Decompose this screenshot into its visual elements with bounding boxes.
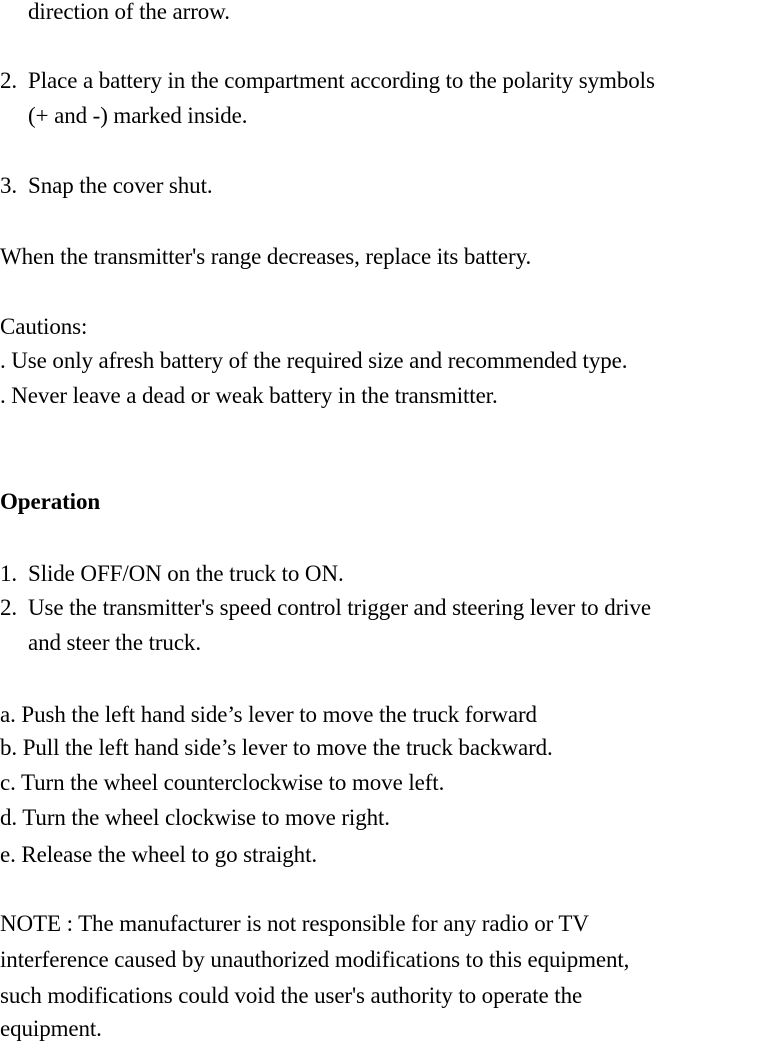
battery-step2-number: 2. [0, 68, 18, 93]
operation-sub-c: c. Turn the wheel counterclockwise to move left. [0, 770, 445, 795]
caution-item-1: . Use only afresh battery of the required size and recommended type. [0, 348, 628, 373]
battery-step2 [0, 67, 655, 95]
note-line-2: interference caused by unauthorized modifications to this equipment, [0, 947, 630, 972]
operation-step2-number: 2. [0, 595, 18, 620]
operation-sub-e: e. Release the wheel to go straight. [0, 842, 318, 867]
operation-sub-a: a. Push the left hand side’s lever to move the truck forward [0, 702, 537, 727]
operation-step1 [0, 560, 344, 588]
operation-step2 [0, 594, 651, 622]
battery-step2-text-line1: Place a battery in the compartment according to the polarity symbols [28, 68, 655, 93]
battery-step2-text-line2: (+ and -) marked inside. [28, 103, 248, 128]
note-line-4: equipment. [0, 1016, 102, 1041]
operation-step2-text-line2: and steer the truck. [28, 630, 201, 655]
cautions-heading: Cautions: [0, 314, 88, 339]
operation-step1-number: 1. [0, 561, 18, 586]
battery-step3 [0, 172, 213, 200]
battery-step3-number: 3. [0, 173, 18, 198]
caution-item-2: . Never leave a dead or weak battery in the transmitter. [0, 383, 498, 408]
operation-step2-text-line1: Use the transmitter's speed control trigger and steering lever to drive [28, 595, 651, 620]
operation-sub-b: b. Pull the left hand side’s lever to move the truck backward. [0, 735, 553, 760]
note-line-3: such modifications could void the user's authority to operate the [0, 983, 583, 1008]
operation-sub-d: d. Turn the wheel clockwise to move right. [0, 805, 390, 830]
battery-step1-continuation: direction of the arrow. [28, 0, 230, 24]
range-note: When the transmitter's range decreases, replace its battery. [0, 244, 532, 269]
operation-step1-text: Slide OFF/ON on the truck to ON. [28, 561, 344, 586]
operation-heading: Operation [0, 489, 101, 514]
battery-step3-text: Snap the cover shut. [28, 173, 213, 198]
note-line-1: NOTE : The manufacturer is not responsible for any radio or TV [0, 911, 589, 936]
